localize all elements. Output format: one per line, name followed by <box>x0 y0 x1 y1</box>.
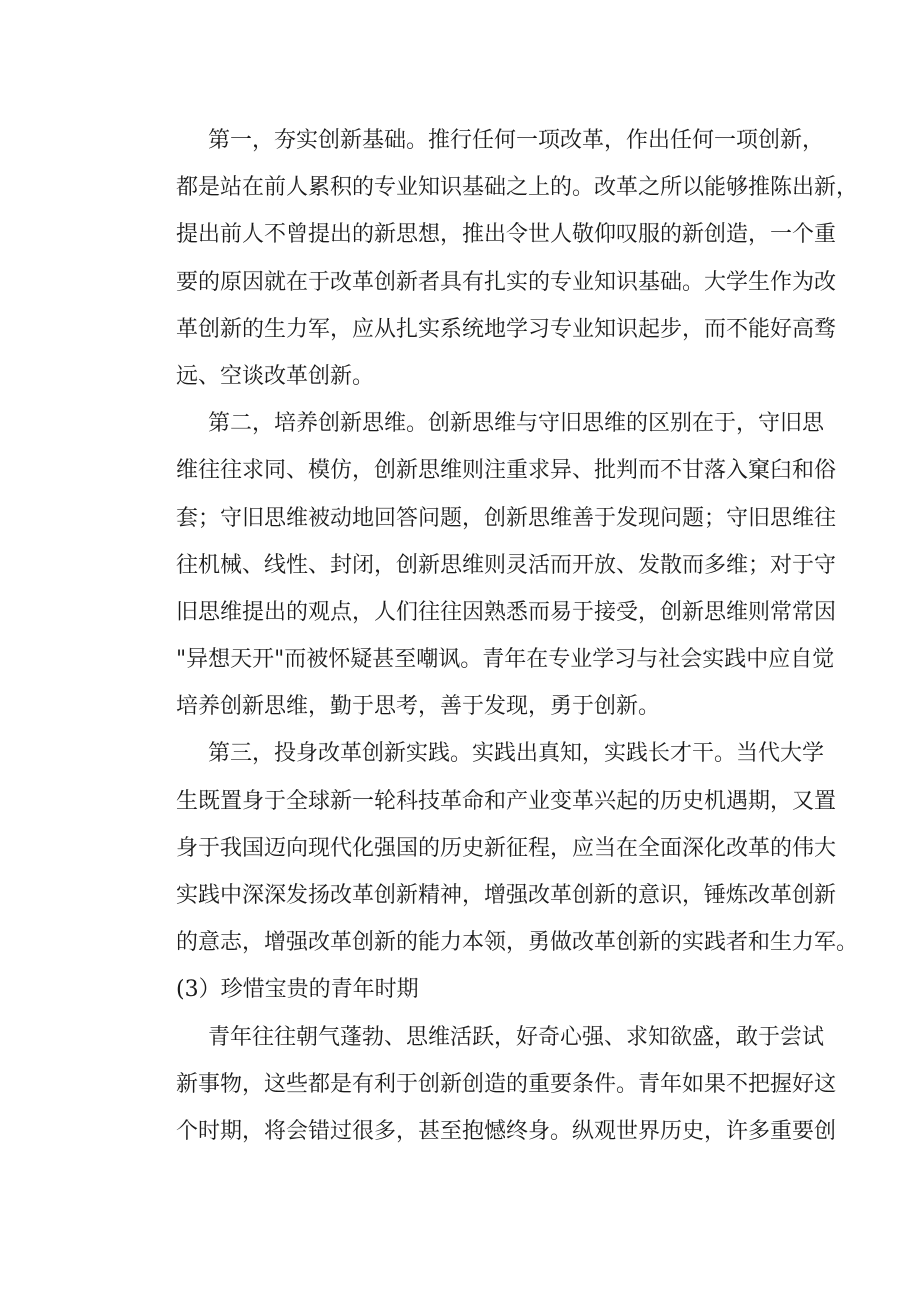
text-line: 维往往求同、模仿，创新思维则注重求异、批判而不甘落入窠臼和俗 <box>176 458 837 484</box>
section-heading: (3）珍惜宝贵的青年时期 <box>176 977 419 1003</box>
text-line: "异想天开"而被怀疑甚至嘲讽。青年在专业学习与社会实践中应自觉 <box>176 647 835 673</box>
paragraph-thinking <box>144 400 837 730</box>
text-line: 个时期，将会错过很多，甚至抱憾终身。纵观世界历史，许多重要创 <box>176 1118 837 1144</box>
text-line: 第二，培养创新思维。创新思维与守旧思维的区别在于，守旧思 <box>208 411 825 437</box>
paragraph-youth <box>144 1014 837 1156</box>
text-line: 都是站在前人累积的专业知识基础之上的。改革之所以能够推陈出新， <box>176 175 859 201</box>
text-line: 的意志，增强改革创新的能力本领，勇做改革创新的实践者和生力军。 <box>176 930 859 956</box>
paragraph-foundation <box>144 117 859 400</box>
document-body <box>144 117 859 1155</box>
text-line: 旧思维提出的观点，人们往往因熟悉而易于接受，创新思维则常常因 <box>176 599 837 625</box>
text-line: 身于我国迈向现代化强国的历史新征程，应当在全面深化改革的伟大 <box>176 835 837 861</box>
text-line: 往机械、线性、封闭，创新思维则灵活而开放、发散而多维；对于守 <box>176 552 837 578</box>
text-line: 提出前人不曾提出的新思想，推出令世人敬仰叹服的新创造，一个重 <box>176 222 837 248</box>
text-line: 新事物，这些都是有利于创新创造的重要条件。青年如果不把握好这 <box>176 1071 837 1097</box>
text-line: 套；守旧思维被动地回答问题，创新思维善于发现问题；守旧思维往 <box>176 505 837 531</box>
text-line: 第一，夯实创新基础。推行任何一项改革，作出任何一项创新， <box>208 128 825 153</box>
text-line: 革创新的生力军，应从扎实系统地学习专业知识起步，而不能好高骛 <box>176 316 837 342</box>
text-line: 要的原因就在于改革创新者具有扎实的专业知识基础。大学生作为改 <box>176 269 837 295</box>
text-line: 培养创新思维，勤于思考，善于发现，勇于创新。 <box>176 694 661 720</box>
text-line: 生既置身于全球新一轮科技革命和产业变革兴起的历史机遇期，又置 <box>176 788 837 814</box>
text-line: 第三，投身改革创新实践。实践出真知，实践长才干。当代大学 <box>208 741 825 767</box>
paragraph-practice <box>144 730 859 966</box>
text-line: 实践中深深发扬改革创新精神，增强改革创新的意识，锤炼改革创新 <box>176 883 837 908</box>
text-line: 远、空谈改革创新。 <box>176 363 375 389</box>
text-line: 青年往往朝气蓬勃、思维活跃，好奇心强、求知欲盛，敢于尝试 <box>208 1024 825 1050</box>
